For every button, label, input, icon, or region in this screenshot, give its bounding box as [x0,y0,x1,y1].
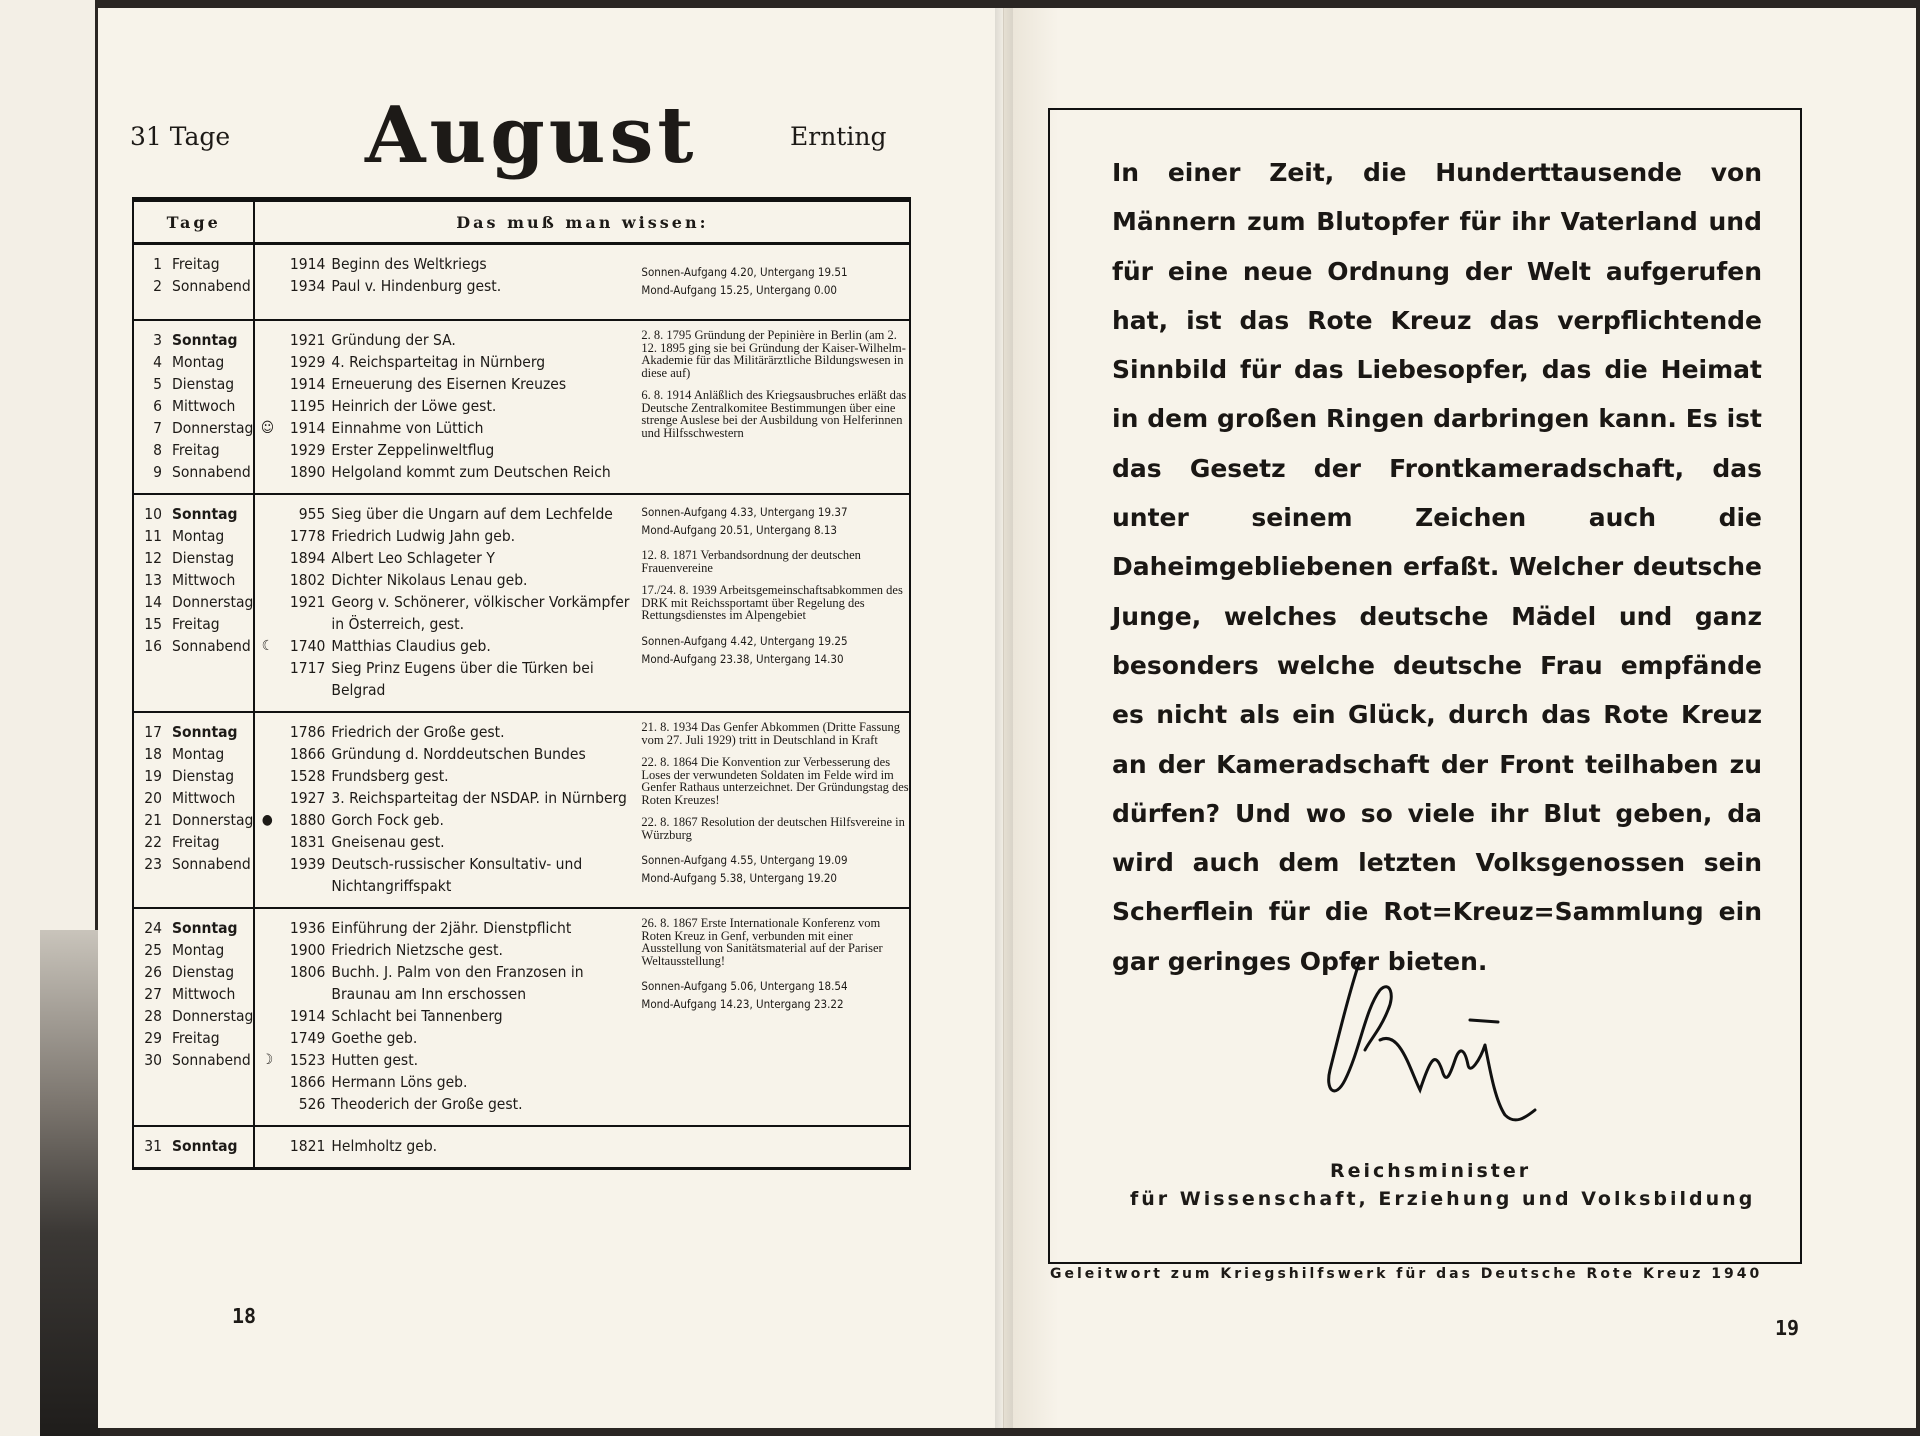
day-number: 31 [144,1137,162,1155]
event-text: Paul v. Hindenburg gest. [331,277,502,295]
day-number: 3 [153,331,162,349]
week-row [133,320,910,494]
moon-phase-icon [255,503,279,525]
event-row [255,743,635,765]
event-row [255,765,635,787]
day-name: Sonnabend [172,855,251,873]
day-name: Freitag [172,1029,220,1047]
event-row [255,1093,635,1115]
day-name: Sonntag [172,331,238,349]
event-year: 1927 [289,789,326,807]
sun-moon-line: Sonnen-Aufgang 5.06, Untergang 18.54 [641,979,848,993]
day-name: Donnerstag [172,1007,254,1025]
day-name: Freitag [172,441,220,459]
sun-moon-line: Sonnen-Aufgang 4.55, Untergang 19.09 [641,853,848,867]
event-row [255,439,635,461]
event-year: 1786 [289,723,326,741]
moon-phase-icon [255,1005,279,1027]
moon-phase-icon [255,547,279,569]
day-name: Montag [172,941,225,959]
event-text: Gorch Fock geb. [331,811,444,829]
day-number: 28 [144,1007,162,1025]
signature [1320,950,1550,1150]
day-row [134,275,253,297]
day-name: Donnerstag [172,419,254,437]
event-row [255,809,635,831]
message-text: In einer Zeit, die Hunderttausende von Männern zum Blutopfer für ihr Vaterland und für eine neue Ordnung der Welt aufgerufen hat, ist das Rote Kreuz das verpflichtende Sinnbild für das Liebesopfer, das die Heimat in dem großen Ringen darbringen kann. Es ist das Gesetz der Frontkameradschaft, das unter seinem Zeichen auch die Daheimgebliebenen erfaßt. Welcher deutsche Junge, welches deutsche Mädel und ganz besonders welche deutsche Frau empfände es nicht als ein Glück, durch das Rote Kreuz an der Kameradschaft der Front teilhaben zu dürfen? Und wo so viele ihr Blut geben, da wird auch dem letzten Volksgenossen sein Scherflein für die Rot=Kreuz=Sammlung ein gar geringes Opfer bieten. [1112,158,1762,976]
sun-moon-times [641,851,909,887]
sun-moon-times [641,263,909,299]
event-row [255,461,635,483]
day-number: 21 [144,811,162,829]
event-row [255,591,635,635]
event-text: Gneisenau gest. [331,833,445,851]
day-number: 2 [153,277,162,295]
event-text: Helmholtz geb. [331,1137,438,1155]
week-days-cell [133,494,254,712]
day-number: 25 [144,941,162,959]
day-name: Sonntag [172,723,238,741]
day-row [134,591,253,613]
event-text: Erster Zeppelinweltflug [331,441,495,459]
day-number: 10 [144,505,162,523]
moon-phase-icon [255,525,279,547]
week-days-cell [133,320,254,494]
event-row [255,721,635,743]
day-number: 22 [144,833,162,851]
event-text: Hermann Löns geb. [331,1073,468,1091]
historical-note: 26. 8. 1867 Erste Internationale Konferenz vom Roten Kreuz in Genf, verbunden mit einer Ausstellung von Sanitätsmaterial auf der Pariser Weltausstellung! [641,916,883,968]
day-row [134,395,253,417]
event-row [255,329,635,351]
week-events-cell [254,320,910,494]
event-text: Frundsberg gest. [331,767,449,785]
sun-moon-times [641,977,909,1013]
sun-moon-line: Mond-Aufgang 14.23, Untergang 23.22 [641,997,844,1011]
event-row [255,569,635,591]
event-text: Goethe geb. [331,1029,418,1047]
week-events-cell [254,712,910,908]
week-row [133,244,910,321]
day-row [134,853,253,875]
event-row [255,275,635,297]
day-number: 26 [144,963,162,981]
event-year: 1717 [289,659,326,677]
day-row [134,983,253,1005]
moon-phase-icon [255,439,279,461]
event-text: Einführung der 2jähr. Dienstpflicht [331,919,572,937]
event-text: Theoderich der Große gest. [331,1095,523,1113]
moon-phase-icon [255,569,279,591]
event-row [255,961,635,1005]
day-row [134,439,253,461]
day-row [134,351,253,373]
event-year: 1778 [289,527,326,545]
sun-moon-line: Mond-Aufgang 20.51, Untergang 8.13 [641,523,837,537]
page-number-right: 19 [1775,1316,1800,1340]
event-year: 526 [298,1095,326,1113]
day-number: 20 [144,789,162,807]
moon-phase-icon: ☽ [261,1052,274,1068]
day-number: 1 [153,255,162,273]
week-days-cell [133,1126,254,1169]
moon-phase-icon [255,351,279,373]
day-name: Donnerstag [172,811,254,829]
notes-column [635,917,909,1115]
signer-title-1: Reichsminister [1330,1160,1532,1182]
event-year: 1914 [289,1007,326,1025]
calendar-table [132,197,911,1170]
notes-column [635,1135,909,1157]
event-text: Dichter Nikolaus Lenau geb. [331,571,528,589]
day-row [134,1049,253,1071]
day-number: 12 [144,549,162,567]
day-name: Dienstag [172,549,235,567]
moon-phase-icon [255,721,279,743]
historical-note: 22. 8. 1864 Die Konvention zur Verbesserung des Loses der verwundeten Soldaten im Felde wird im Genfer Rathaus unterzeichnet. Der Gründungstag des Roten Kreuzes! [641,755,909,807]
event-year: 1866 [289,1073,326,1091]
event-year: 1821 [289,1137,326,1155]
day-name: Sonntag [172,505,238,523]
moon-phase-icon [255,253,279,275]
event-year: 1914 [289,375,326,393]
day-row [134,417,253,439]
day-row [134,1135,253,1157]
calendar-body [133,244,910,1169]
event-year: 1880 [289,811,326,829]
event-text: Heinrich der Löwe gest. [331,397,497,415]
event-text: Gründung der SA. [331,331,456,349]
day-row [134,743,253,765]
day-number: 17 [144,723,162,741]
days-count: 31 Tage [130,122,231,151]
event-row [255,917,635,939]
moon-phase-icon [255,917,279,939]
moon-phase-icon [255,591,279,635]
week-events-cell [254,494,910,712]
day-number: 29 [144,1029,162,1047]
moon-phase-icon [255,657,279,701]
day-row [134,939,253,961]
day-number: 16 [144,637,162,655]
sun-moon-line: Mond-Aufgang 5.38, Untergang 19.20 [641,871,837,885]
week-row [133,712,910,908]
sun-moon-times [641,632,909,668]
event-text: Einnahme von Lüttich [331,419,484,437]
event-row [255,503,635,525]
historical-note: 17./24. 8. 1939 Arbeitsgemeinschaftsabkommen des DRK mit Reichssportamt über Regelung des Rettungsdienstes im Alpengebiet [641,583,903,622]
day-name: Montag [172,745,225,763]
event-row [255,787,635,809]
day-row [134,525,253,547]
event-text: Sieg Prinz Eugens über die Türken bei Belgrad [331,659,594,699]
moon-phase-icon [255,853,279,897]
column-header-wissen: Das muß man wissen: [254,200,910,244]
moon-phase-icon [255,1027,279,1049]
background-photo-edge [40,930,100,1436]
event-year: 1866 [289,745,326,763]
event-row [255,1071,635,1093]
event-text: Deutsch-russischer Konsultativ- und Nichtangriffspakt [331,855,583,895]
sun-moon-times [641,503,909,539]
sun-moon-line: Mond-Aufgang 23.38, Untergang 14.30 [641,651,844,666]
day-name: Montag [172,353,225,371]
event-row [255,657,635,701]
day-name: Dienstag [172,375,235,393]
event-year: 1900 [289,941,326,959]
day-number: 5 [153,375,162,393]
day-name: Donnerstag [172,593,254,611]
event-row [255,853,635,897]
month-title: August [365,90,698,181]
historical-note: 2. 8. 1795 Gründung der Pepinière in Berlin (am 2. 12. 1895 ging sie bei Gründung der Kaiser-Wilhelm-Akademie für das Militärärztliche Bildungswesen in diese auf) [641,328,906,380]
moon-phase-icon [255,461,279,483]
day-row [134,547,253,569]
sun-moon-line: Sonnen-Aufgang 4.20, Untergang 19.51 [641,265,848,279]
day-name: Sonntag [172,1137,238,1155]
event-year: 1929 [289,441,326,459]
week-row [133,908,910,1126]
moon-phase-icon [255,1071,279,1093]
historical-note: 21. 8. 1934 Das Genfer Abkommen (Dritte Fassung vom 27. Juli 1929) tritt in Deutschland in Kraft [641,720,901,747]
sun-moon-line: Sonnen-Aufgang 4.33, Untergang 19.37 [641,505,848,519]
sun-moon-line: Mond-Aufgang 15.25, Untergang 0.00 [641,283,837,297]
event-text: Friedrich Ludwig Jahn geb. [331,527,516,545]
week-events-cell [254,244,910,321]
event-year: 1921 [289,331,326,349]
day-row [134,765,253,787]
event-year: 1806 [289,963,326,981]
event-text: Beginn des Weltkriegs [331,255,487,273]
event-row [255,395,635,417]
day-row [134,831,253,853]
week-row [133,1126,910,1169]
day-row [134,721,253,743]
historical-note: 12. 8. 1871 Verbandsordnung der deutschen Frauenvereine [641,548,861,575]
event-year: 1740 [289,637,326,655]
day-name: Mittwoch [172,985,236,1003]
moon-phase-icon [255,831,279,853]
moon-phase-icon [255,373,279,395]
day-name: Sonnabend [172,637,251,655]
event-year: 1528 [289,767,326,785]
week-events-cell [254,908,910,1126]
day-row [134,1005,253,1027]
moon-phase-icon [255,395,279,417]
event-year: 1195 [289,397,326,415]
moon-phase-icon [255,787,279,809]
day-name: Sonnabend [172,277,251,295]
event-row [255,373,635,395]
moon-phase-icon [255,743,279,765]
event-row [255,939,635,961]
event-row [255,1135,635,1157]
event-row [255,1027,635,1049]
event-year: 1523 [289,1051,326,1069]
event-text: 4. Reichsparteitag in Nürnberg [331,353,546,371]
day-name: Sonnabend [172,1051,251,1069]
event-year: 1921 [289,593,326,611]
event-text: Schlacht bei Tannenberg [331,1007,503,1025]
week-days-cell [133,908,254,1126]
day-number: 14 [144,593,162,611]
day-row [134,1027,253,1049]
week-row [133,494,910,712]
event-row [255,1049,635,1071]
day-row [134,253,253,275]
day-row [134,809,253,831]
day-name: Mittwoch [172,571,236,589]
day-name: Dienstag [172,767,235,785]
event-year: 1894 [289,549,326,567]
moon-phase-icon [255,961,279,1005]
event-text: Matthias Claudius geb. [331,637,491,655]
event-text: 3. Reichsparteitag der NSDAP. in Nürnberg [331,789,627,807]
event-year: 1934 [289,277,326,295]
event-text: Georg v. Schönerer, völkischer Vorkämpfer in Österreich, gest. [331,593,630,633]
event-year: 1914 [289,255,326,273]
event-year: 1929 [289,353,326,371]
moon-phase-icon: ☾ [261,638,274,654]
day-number: 27 [144,985,162,1003]
event-year: 1749 [289,1029,326,1047]
event-year: 1914 [289,419,326,437]
event-text: Albert Leo Schlageter Y [331,549,495,567]
column-header-tage: Tage [133,200,254,244]
day-number: 18 [144,745,162,763]
frame-caption: Geleitwort zum Kriegshilfswerk für das Deutsche Rote Kreuz 1940 [1050,1266,1763,1282]
event-text: Buchh. J. Palm von den Franzosen in Braunau am Inn erschossen [331,963,584,1003]
historical-note: 22. 8. 1867 Resolution der deutschen Hilfsvereine in Würzburg [641,815,905,842]
day-name: Dienstag [172,963,235,981]
event-row [255,253,635,275]
day-row [134,787,253,809]
book-gutter [995,8,1013,1428]
day-number: 15 [144,615,162,633]
moon-phase-icon: ● [261,812,273,828]
day-name: Freitag [172,833,220,851]
notes-column [635,329,909,483]
alt-month-name: Ernting [790,122,887,151]
notes-column [635,253,909,309]
event-year: 1802 [289,571,326,589]
day-number: 9 [153,463,162,481]
day-row [134,961,253,983]
event-text: Hutten gest. [331,1051,419,1069]
event-row [255,635,635,657]
day-number: 6 [153,397,162,415]
day-name: Freitag [172,615,220,633]
day-name: Sonntag [172,919,238,937]
day-row [134,329,253,351]
notes-column [635,503,909,701]
event-text: Sieg über die Ungarn auf dem Lechfelde [331,505,613,523]
page-number-left: 18 [232,1304,257,1328]
event-row [255,547,635,569]
day-row [134,569,253,591]
event-year: 1936 [289,919,326,937]
event-row [255,831,635,853]
day-row [134,373,253,395]
event-text: Erneuerung des Eisernen Kreuzes [331,375,567,393]
day-row [134,503,253,525]
event-text: Friedrich Nietzsche gest. [331,941,503,959]
day-number: 30 [144,1051,162,1069]
event-year: 955 [298,505,326,523]
day-row [134,613,253,635]
moon-phase-icon [255,275,279,297]
day-number: 13 [144,571,162,589]
moon-phase-icon [255,765,279,787]
week-days-cell [133,244,254,321]
day-name: Sonnabend [172,463,251,481]
day-row [134,635,253,657]
day-name: Montag [172,527,225,545]
day-number: 11 [144,527,162,545]
event-text: Gründung d. Norddeutschen Bundes [331,745,586,763]
day-row [134,917,253,939]
notes-column [635,721,909,897]
moon-phase-icon [255,939,279,961]
day-name: Mittwoch [172,789,236,807]
sun-moon-line: Sonnen-Aufgang 4.42, Untergang 19.25 [641,633,848,648]
day-number: 8 [153,441,162,459]
signer-title-2: für Wissenschaft, Erziehung und Volksbildung [1130,1188,1756,1210]
event-year: 1939 [289,855,326,873]
moon-phase-icon: ☺ [260,420,274,436]
day-number: 24 [144,919,162,937]
day-name: Freitag [172,255,220,273]
day-number: 19 [144,767,162,785]
historical-note: 6. 8. 1914 Anläßlich des Kriegsausbruches erläßt das Deutsche Zentralkomitee Bestimmungen über eine strenge Auslese bei der Ausbildung von Helferinnen und Hilfsschwestern [641,388,907,440]
event-year: 1890 [289,463,326,481]
day-row [134,461,253,483]
moon-phase-icon [255,1135,279,1157]
week-days-cell [133,712,254,908]
event-year: 1831 [289,833,326,851]
event-row [255,417,635,439]
event-text: Helgoland kommt zum Deutschen Reich [331,463,611,481]
day-number: 4 [153,353,162,371]
week-events-cell [254,1126,910,1169]
day-number: 7 [153,419,162,437]
day-number: 23 [144,855,162,873]
event-row [255,1005,635,1027]
day-name: Mittwoch [172,397,236,415]
event-row [255,351,635,373]
event-row [255,525,635,547]
event-text: Friedrich der Große gest. [331,723,505,741]
moon-phase-icon [255,329,279,351]
moon-phase-icon [255,1093,279,1115]
